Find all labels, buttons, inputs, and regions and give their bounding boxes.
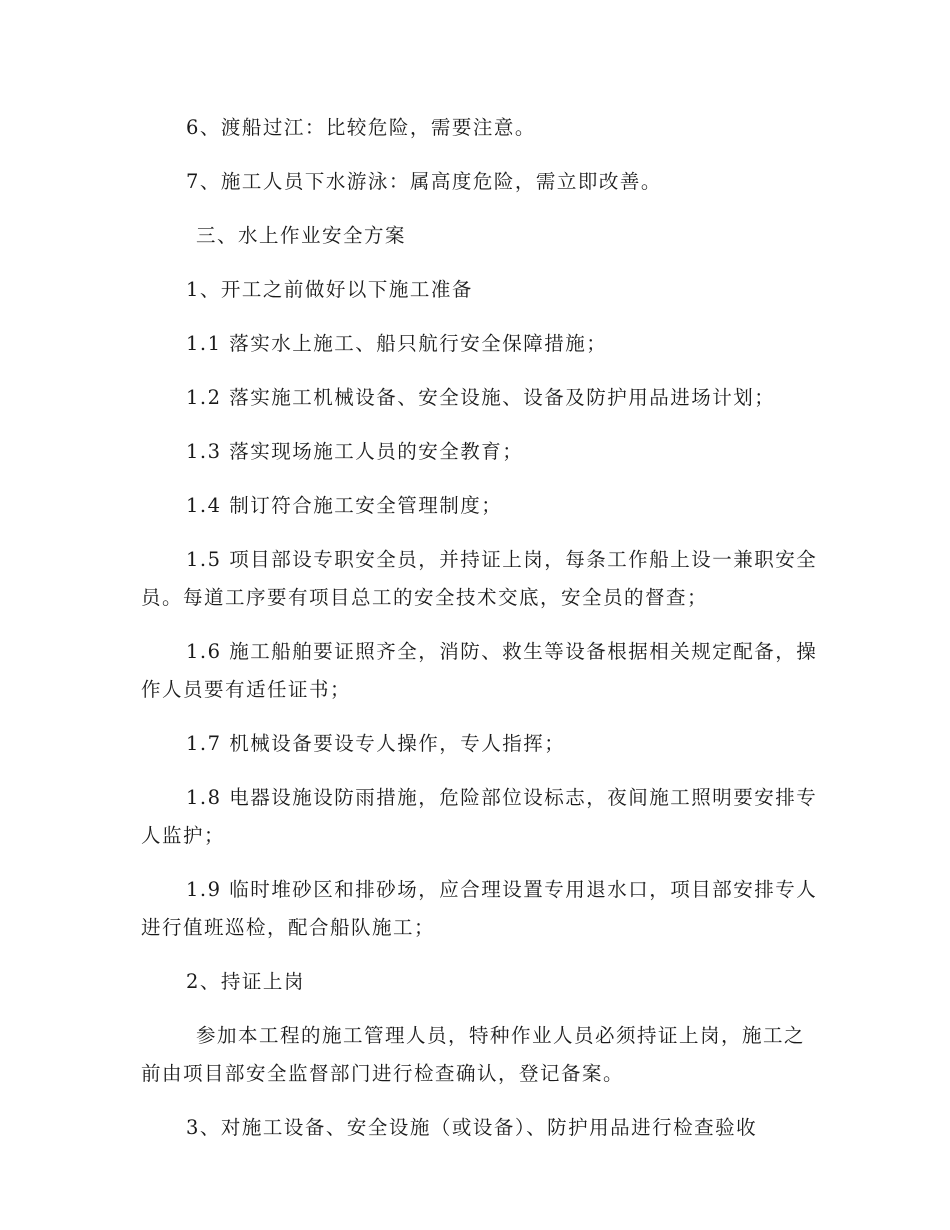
subsection-heading-3: 3、对施工设备、安全设施（或设备）、防护用品进行检查验收 xyxy=(186,1116,758,1139)
paragraph-item-1-8: 1.8 电器设施设防雨措施，危险部位设标志，夜间施工照明要安排专人监护； xyxy=(141,786,818,847)
document-body xyxy=(141,109,821,1163)
paragraph-item-1-3: 1.3 落实现场施工人员的安全教育； xyxy=(186,440,524,463)
paragraph-item-1-5: 1.5 项目部设专职安全员，并持证上岗，每条工作船上设一兼职安全员。每道工序要有项目总工的安全技术交底，安全员的督查； xyxy=(141,548,818,609)
subsection-heading-1: 1、开工之前做好以下施工准备 xyxy=(186,278,473,301)
paragraph-body: 参加本工程的施工管理人员，特种作业人员必须持证上岗，施工之前由项目部安全监督部门进行检查确认，登记备案。 xyxy=(141,1024,806,1085)
paragraph-item-1-7: 1.7 机械设备要设专人操作，专人指挥； xyxy=(186,732,566,755)
paragraph-item-1-6: 1.6 施工船舶要证照齐全，消防、救生等设备根据相关规定配备，操作人员要有适任证书； xyxy=(141,640,818,701)
section-heading-3: 三、水上作业安全方案 xyxy=(196,224,407,247)
paragraph-item-6: 6、渡船过江：比较危险，需要注意。 xyxy=(186,116,536,139)
paragraph-item-1-2: 1.2 落实施工机械设备、安全设施、设备及防护用品进场计划； xyxy=(186,386,776,409)
paragraph-item-1-4: 1.4 制订符合施工安全管理制度； xyxy=(186,494,503,517)
paragraph-item-1-1: 1.1 落实水上施工、船只航行安全保障措施； xyxy=(186,332,608,355)
paragraph-item-1-9: 1.9 临时堆砂区和排砂场，应合理设置专用退水口，项目部安排专人进行值班巡检，配合船队施工； xyxy=(141,878,818,939)
paragraph-item-7: 7、施工人员下水游泳：属高度危险，需立即改善。 xyxy=(186,170,662,193)
subsection-heading-2: 2、持证上岗 xyxy=(186,970,305,993)
